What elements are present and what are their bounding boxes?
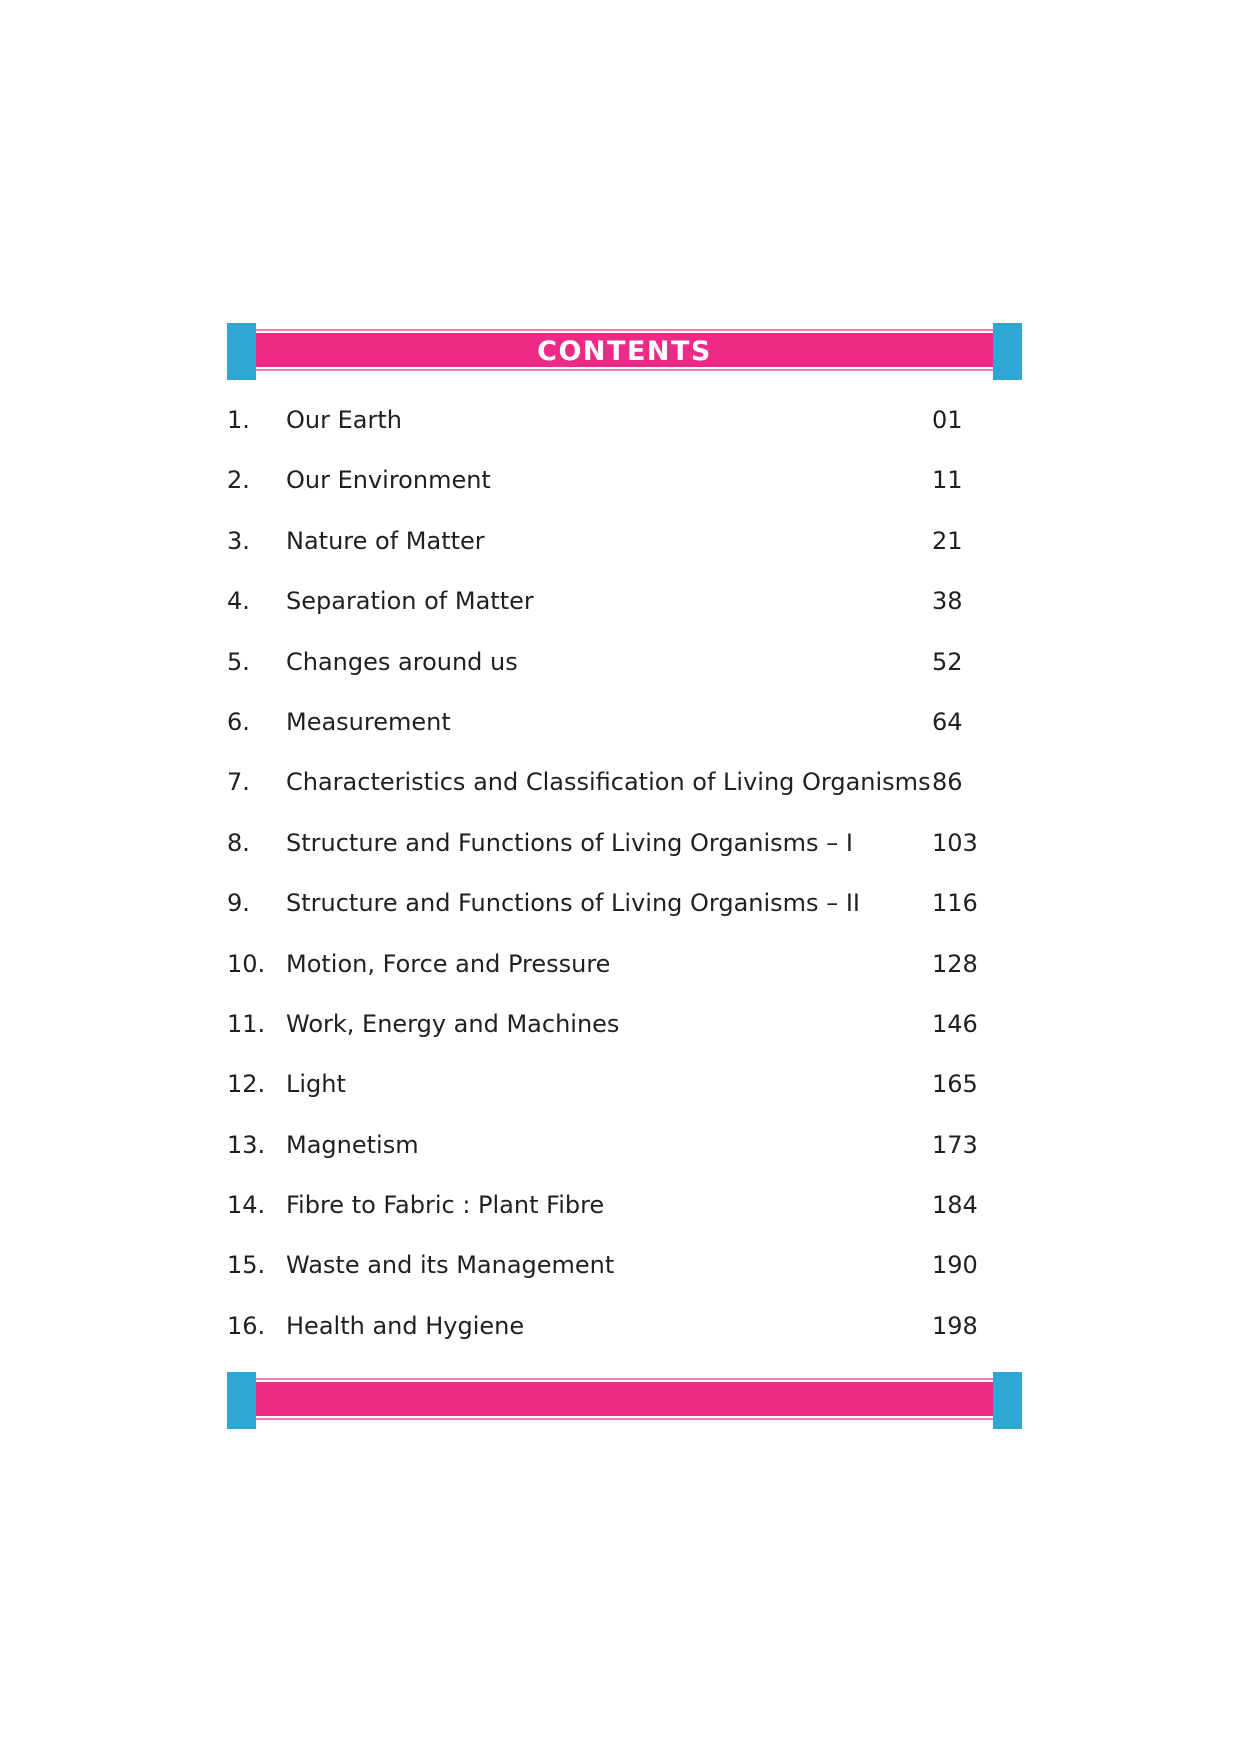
toc-entry-page-number: 64 bbox=[932, 707, 963, 736]
toc-entry-title: Nature of Matter bbox=[286, 526, 485, 555]
toc-entry bbox=[227, 1235, 1007, 1295]
toc-entry bbox=[227, 692, 1007, 752]
footer-right-tab bbox=[993, 1372, 1022, 1429]
toc-entry-title: Work, Energy and Machines bbox=[286, 1009, 620, 1038]
toc-entry-page-number: 190 bbox=[932, 1251, 978, 1280]
toc-entry-title: Magnetism bbox=[286, 1130, 419, 1159]
toc-entry-title: Changes around us bbox=[286, 647, 518, 676]
footer-stripe-fill bbox=[256, 1382, 993, 1416]
toc-entry bbox=[227, 994, 1007, 1054]
toc-entry bbox=[227, 1175, 1007, 1235]
toc-entry-page-number: 52 bbox=[932, 647, 963, 676]
toc-entry-page-number: 173 bbox=[932, 1130, 978, 1159]
toc-entry-page-number: 38 bbox=[932, 587, 963, 616]
toc-entry-number: 1. bbox=[227, 406, 250, 434]
toc-entry-number: 16. bbox=[227, 1311, 266, 1340]
toc-entry bbox=[227, 390, 1007, 450]
toc-entry-page-number: 165 bbox=[932, 1070, 978, 1099]
toc-entry-page-number: 184 bbox=[932, 1191, 978, 1220]
toc-entry bbox=[227, 571, 1007, 631]
header-stripe bbox=[256, 329, 993, 371]
toc-entry bbox=[227, 1296, 1007, 1356]
toc-entry-title: Our Earth bbox=[286, 406, 402, 434]
toc-entry-number: 5. bbox=[227, 647, 250, 676]
toc-entry bbox=[227, 1115, 1007, 1175]
toc-entry-number: 10. bbox=[227, 949, 266, 978]
toc-entry-title: Our Environment bbox=[286, 466, 491, 495]
toc-entry-title: Motion, Force and Pressure bbox=[286, 949, 611, 978]
toc-entry bbox=[227, 1054, 1007, 1114]
toc-entry-number: 15. bbox=[227, 1251, 266, 1280]
toc-entry-title: Characteristics and Classification of Living Organisms bbox=[286, 768, 931, 797]
toc-entry-title: Separation of Matter bbox=[286, 587, 534, 616]
header-right-tab bbox=[993, 323, 1022, 380]
toc-entry-number: 11. bbox=[227, 1009, 266, 1038]
toc-entry-title: Light bbox=[286, 1070, 346, 1099]
toc-entry-number: 9. bbox=[227, 889, 250, 918]
toc-entry-title: Structure and Functions of Living Organisms – I bbox=[286, 828, 853, 857]
toc-entry bbox=[227, 934, 1007, 994]
toc-entry-page-number: 21 bbox=[932, 526, 963, 555]
toc-entry bbox=[227, 873, 1007, 933]
toc-entry-number: 12. bbox=[227, 1070, 266, 1099]
toc-entry bbox=[227, 450, 1007, 510]
page-title: CONTENTS bbox=[537, 336, 712, 367]
toc-list bbox=[227, 390, 1007, 1356]
toc-entry bbox=[227, 813, 1007, 873]
toc-entry-page-number: 01 bbox=[932, 406, 963, 434]
footer-left-tab bbox=[227, 1372, 256, 1429]
toc-entry-number: 2. bbox=[227, 466, 250, 495]
toc-entry-page-number: 128 bbox=[932, 949, 978, 978]
toc-entry-number: 6. bbox=[227, 707, 250, 736]
toc-entry-title: Fibre to Fabric : Plant Fibre bbox=[286, 1191, 605, 1220]
header-left-tab bbox=[227, 323, 256, 380]
header-stripe-fill bbox=[256, 333, 993, 367]
toc-entry-number: 7. bbox=[227, 768, 250, 797]
toc-entry-page-number: 116 bbox=[932, 889, 978, 918]
toc-entry bbox=[227, 632, 1007, 692]
toc-entry-title: Measurement bbox=[286, 707, 451, 736]
toc-entry-number: 3. bbox=[227, 526, 250, 555]
footer-stripe bbox=[256, 1378, 993, 1420]
toc-entry-title: Waste and its Management bbox=[286, 1251, 615, 1280]
toc-entry-page-number: 198 bbox=[932, 1311, 978, 1340]
toc-entry-title: Structure and Functions of Living Organisms – II bbox=[286, 889, 860, 918]
toc-entry-page-number: 86 bbox=[932, 768, 963, 797]
toc-entry-number: 14. bbox=[227, 1191, 266, 1220]
toc-entry bbox=[227, 511, 1007, 571]
toc-entry-number: 13. bbox=[227, 1130, 266, 1159]
toc-entry-page-number: 103 bbox=[932, 828, 978, 857]
contents-footer-bar bbox=[227, 1372, 996, 1429]
toc-entry bbox=[227, 752, 1007, 812]
toc-entry-page-number: 11 bbox=[932, 466, 963, 495]
toc-entry-page-number: 146 bbox=[932, 1009, 978, 1038]
toc-entry-number: 4. bbox=[227, 587, 250, 616]
contents-header-bar bbox=[227, 323, 996, 380]
toc-entry-title: Health and Hygiene bbox=[286, 1311, 525, 1340]
toc-entry-number: 8. bbox=[227, 828, 250, 857]
